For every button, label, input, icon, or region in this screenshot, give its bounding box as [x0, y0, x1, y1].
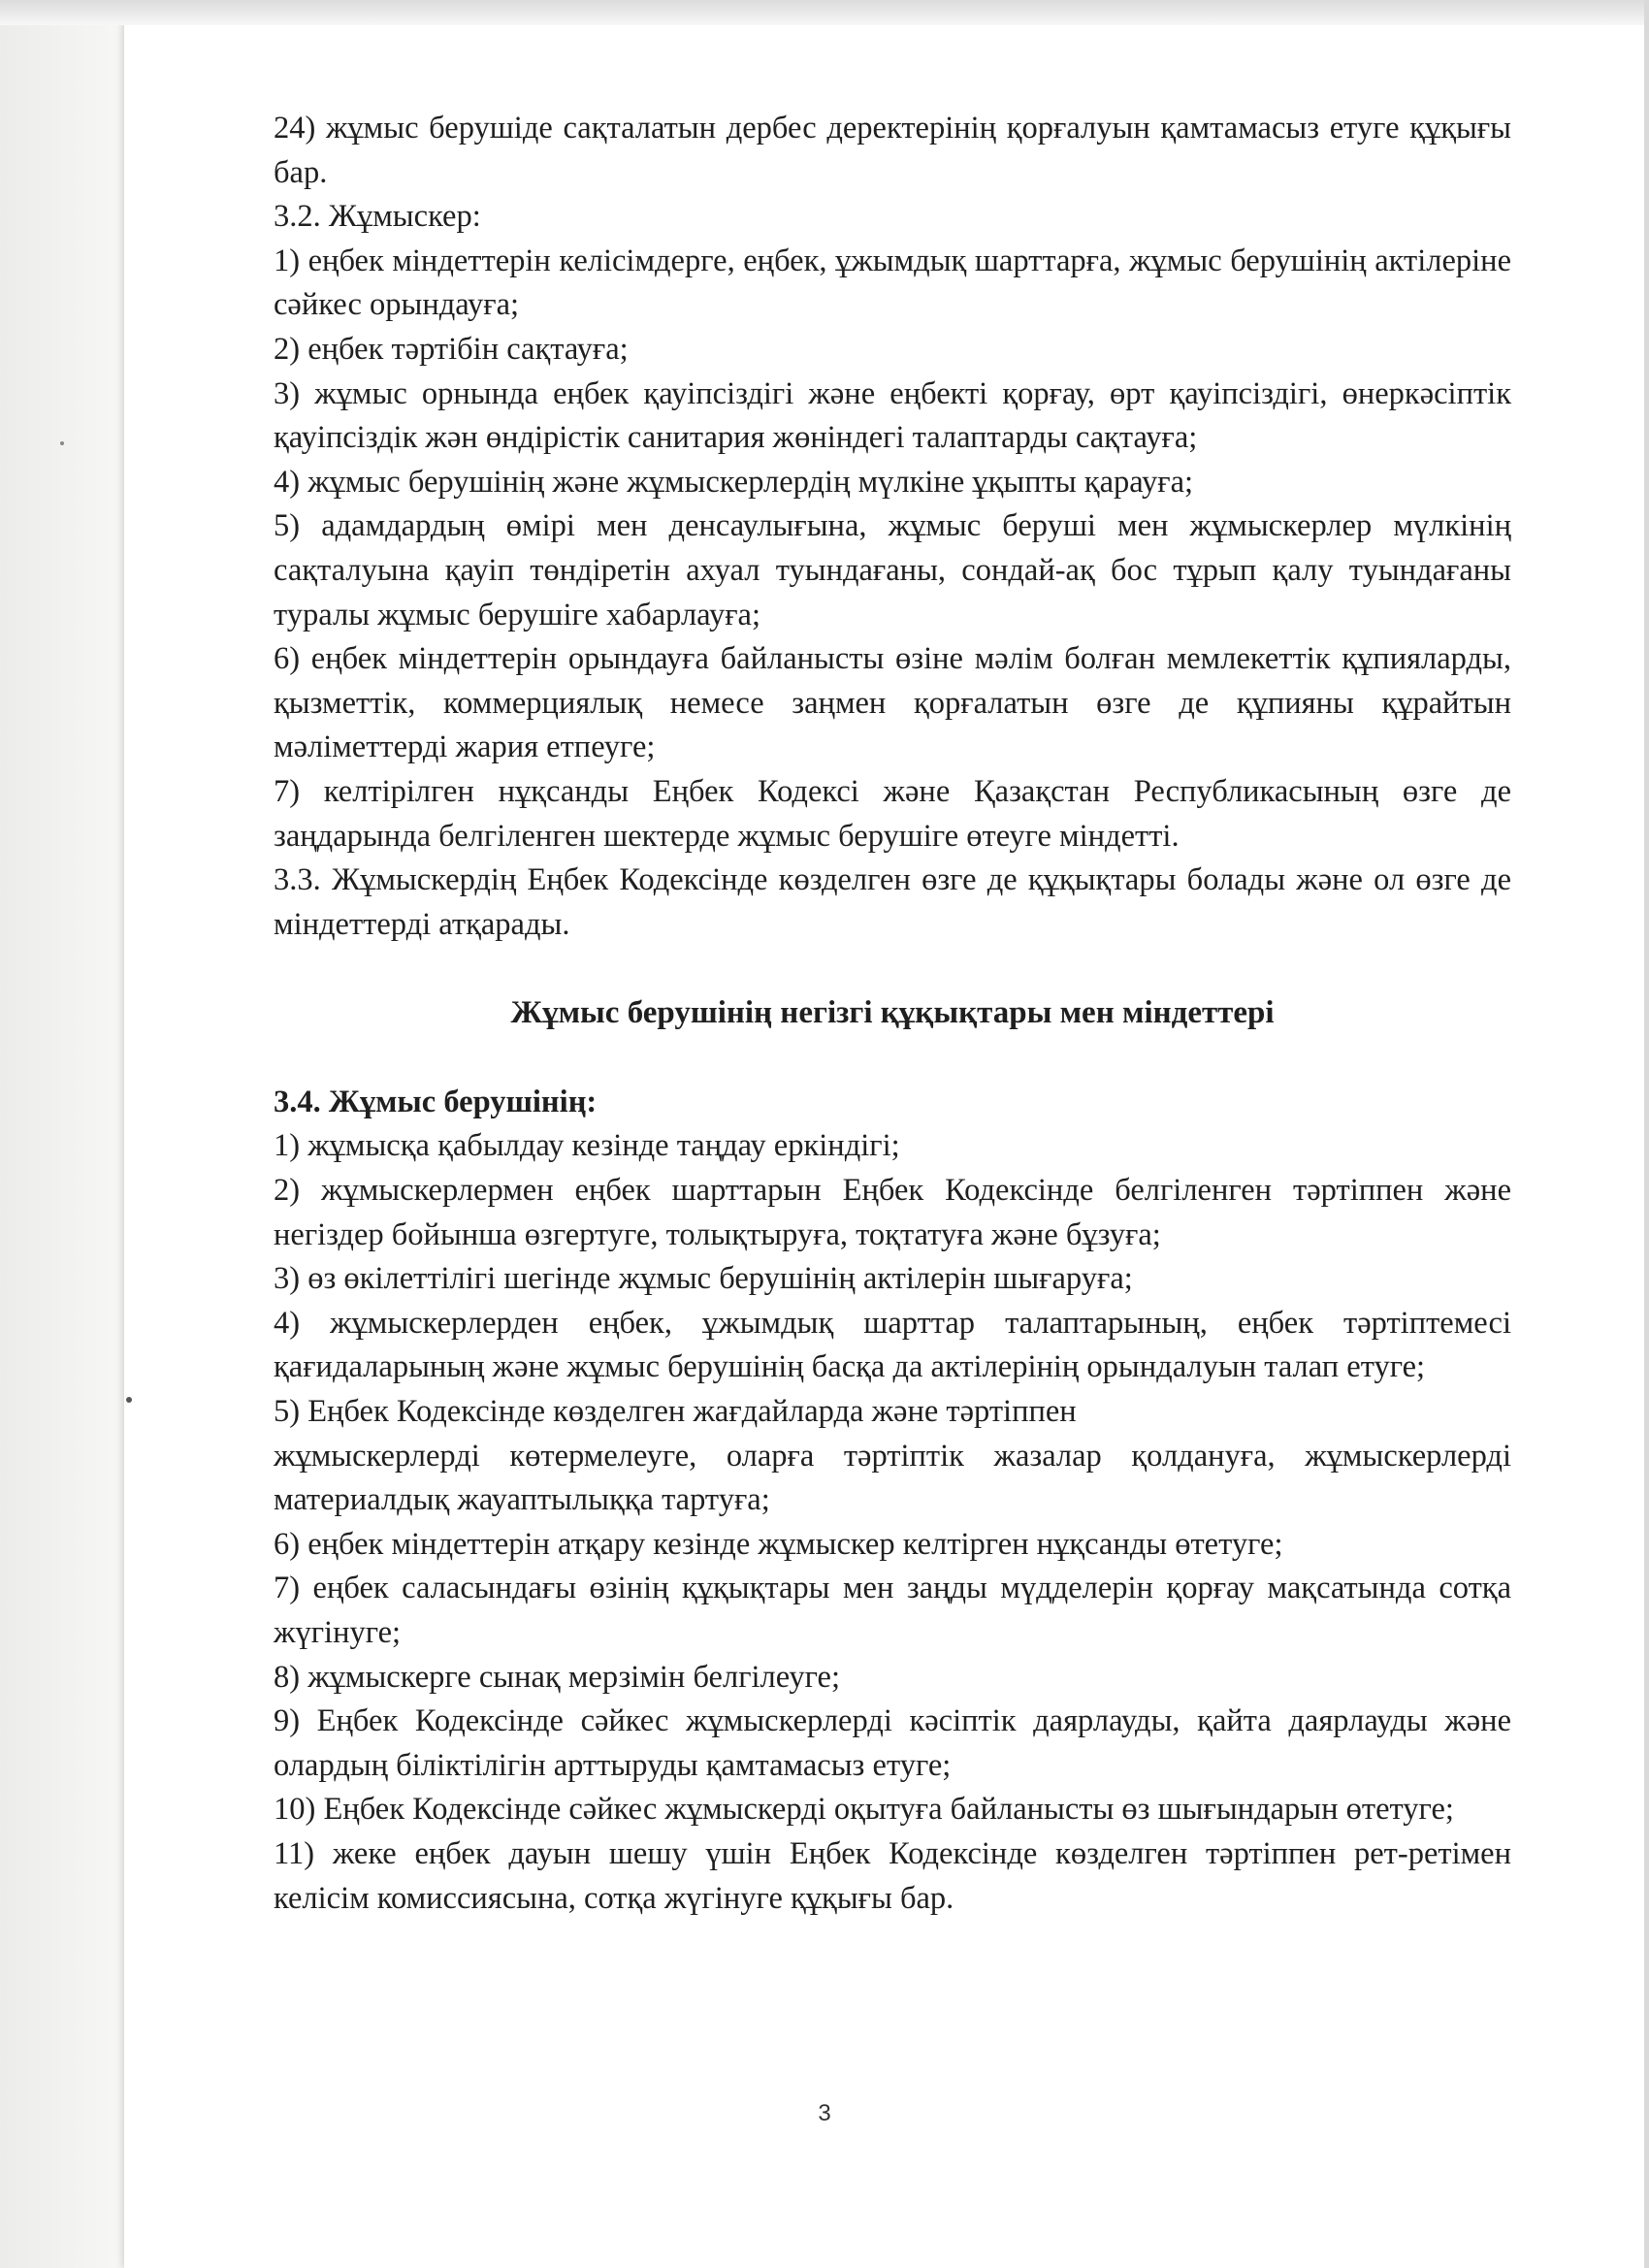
paragraph: 1) еңбек міндеттерін келісімдерге, еңбек, ұжымдық шарттарға, жұмыс берушінің актілеріне сәйкес орындауға;	[274, 243, 1511, 323]
paragraph: 10) Еңбек Кодексінде сәйкес жұмыскерді оқытуға байланысты өз шығындарын өтетуге;	[274, 1792, 1454, 1828]
paragraph: 2) жұмыскерлермен еңбек шарттарын Еңбек Кодексінде белгіленген тәртіппен және негіздер бойынша өзгертуге, толықтыруға, тоқтатуға және бұзуға;	[274, 1173, 1511, 1252]
paragraph: 9) Еңбек Кодексінде сәйкес жұмыскерлерді кәсіптік даярлауды, қайта даярлауды және олардың біліктілігін арттыруды қамтамасыз етуге;	[274, 1703, 1511, 1783]
scan-top-edge	[0, 0, 1649, 25]
paragraph: 4) жұмыскерлерден еңбек, ұжымдық шарттар талаптарының, еңбек тәртіптемесі қағидаларының және жұмыс берушінің басқа да актілерінің орындалуын талап етуге;	[274, 1305, 1511, 1385]
section-heading: Жұмыс берушінің негізгі құқықтары мен міндеттері	[510, 995, 1275, 1031]
paragraph: 3.2. Жұмыскер:	[274, 199, 481, 235]
scan-speck	[126, 1397, 132, 1403]
scan-left-margin	[0, 0, 124, 2268]
paragraph: 6) еңбек міндеттерін орындауға байланысты өзіне мәлім болған мемлекеттік құпияларды, қызметтік, коммерциялық немесе заңмен қорғалатын өзге де құпияны құрайтын мәліметтерді жария етпеуге;	[274, 641, 1511, 765]
paragraph: 8) жұмыскерге сынақ мерзімін белгілеуге;	[274, 1659, 841, 1695]
paragraph: 1) жұмысқа қабылдау кезінде таңдау еркіндігі;	[274, 1128, 900, 1164]
scan-right-edge	[1644, 0, 1649, 2268]
paragraph: 24) жұмыс берушіде сақталатын дербес деректерінің қорғалуын қамтамасыз етуге құқығы бар.	[274, 111, 1511, 190]
paragraph: 4) жұмыс берушінің және жұмыскерлердің мүлкіне ұқыпты қарауға;	[274, 464, 1194, 500]
paragraph: 5) адамдардың өмірі мен денсаулығына, жұмыс беруші мен жұмыскерлер мүлкінің сақталуына қауіп төндіретін ахуал туындағаны, сондай-ақ бос тұрып қалу туындағаны туралы жұмыс берушіге хабарлауға;	[274, 508, 1511, 632]
paragraph: 5) Еңбек Кодексінде көзделген жағдайларда және тәртіппен	[274, 1394, 1077, 1430]
paragraph: 11) жеке еңбек дауын шешу үшін Еңбек Кодексінде көзделген тәртіппен рет-ретімен келісім комиссиясына, сотқа жүгінуге құқығы бар.	[274, 1835, 1511, 1916]
paragraph: 3) жұмыс орнында еңбек қауіпсіздігі және еңбекті қорғау, өрт қауіпсіздігі, өнеркәсіптік қауіпсіздік жән өндірістік санитария жөніндегі талаптарды сақтауға;	[274, 375, 1511, 456]
paragraph: 2) еңбек тәртібін сақтауға;	[274, 331, 629, 367]
paragraph: 3.3. Жұмыскердің Еңбек Кодексінде көзделген өзге де құқықтары болады және ол өзге де міндеттерді атқарады.	[274, 862, 1511, 942]
page-number: 3	[818, 2100, 831, 2126]
scan-speck	[60, 441, 64, 445]
paragraph: 7) келтірілген нұқсанды Еңбек Кодексі және Қазақстан Республикасының өзге де заңдарында белгіленген шектерде жұмыс берушіге өтеуге міндетті.	[274, 773, 1511, 854]
paragraph: жұмыскерлерді көтермелеуге, оларға тәртіптік жазалар қолдануға, жұмыскерлерді материалдық жауаптылыққа тартуға;	[274, 1438, 1511, 1518]
subheading: 3.4. Жұмыс берушінің:	[274, 1084, 598, 1119]
paragraph: 7) еңбек саласындағы өзінің құқықтары мен заңды мүдделерін қорғау мақсатында сотқа жүгінуге;	[274, 1571, 1511, 1650]
document-body	[274, 107, 1511, 1921]
paragraph: 3) өз өкілеттілігі шегінде жұмыс берушінің актілерін шығаруға;	[274, 1261, 1133, 1297]
paragraph: 6) еңбек міндеттерін атқару кезінде жұмыскер келтірген нұқсанды өтетуге;	[274, 1526, 1283, 1562]
